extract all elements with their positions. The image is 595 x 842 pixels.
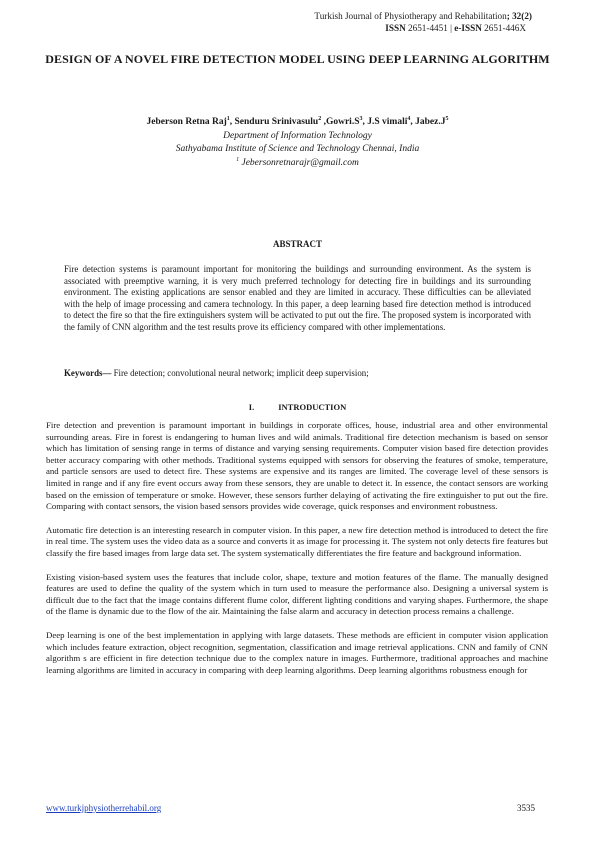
author-separator: , — [229, 117, 235, 127]
journal-website-link[interactable]: www.turkjphysiotherrehabil.org — [46, 803, 162, 813]
page-number: 3535 — [517, 803, 535, 813]
section-title: INTRODUCTION — [278, 402, 347, 412]
email-mark: 1 — [236, 156, 240, 163]
author-affiliation-mark: 1 — [226, 115, 230, 122]
keywords-label: Keywords— — [64, 368, 112, 378]
keywords-text: Fire detection; convolutional neural network; implicit deep supervision; — [111, 368, 369, 378]
paper-title: DESIGN OF A NOVEL FIRE DETECTION MODEL USING DEEP LEARNING ALGORITHM — [45, 52, 550, 66]
author-separator: , — [362, 117, 368, 127]
author-affiliation-mark: 5 — [445, 115, 449, 122]
keywords-line — [64, 368, 531, 378]
author-affiliation-mark: 3 — [359, 115, 363, 122]
eissn-value: 2651-446X — [481, 23, 526, 33]
author-separator: , — [321, 117, 326, 127]
abstract-heading: ABSTRACT — [272, 239, 322, 249]
author-email: Jebersonretnarajr@gmail.com — [239, 157, 359, 168]
institute: Sathyabama Institute of Science and Technology Chennai, India — [175, 144, 420, 154]
journal-volume: ; 32(2) — [506, 11, 532, 21]
running-head — [314, 10, 532, 34]
body-paragraph: Existing vision-based system uses the features that include color, shape, texture and motion features of the flame. The manually designed features are used to define the quality of the system which in turn used to measure the performance also. Designing a universal system is difficult due to the fact that the image contains different flume color, different lighting conditions and varying shapes. Furthermore, the shape of the flame is dynamic due to the flow of the air. Maintaining the false alarm and accuracy in detection process remains a challenge. — [46, 571, 548, 617]
author-list — [40, 116, 555, 130]
eissn-label: e-ISSN — [454, 23, 482, 33]
department: Department of Information Technology — [223, 130, 372, 141]
author-name: Gowri.S — [325, 117, 360, 127]
author-name: Jabez.J — [415, 117, 446, 127]
author-email-line — [40, 157, 555, 171]
author-name: J.S vimali — [367, 117, 408, 127]
body-paragraph: Deep learning is one of the best implementation in applying with large datasets. These methods are efficient in computer vision application which includes feature extraction, object recognition, segmentation, classification and image retrieval applications. CNN and family of CNN algorithm s are efficient in fire detection technique due to the complex nature in images. Furthermore, traditional approaches and machine learning algorithms are limited in accuracy in comparing with deep learning algorithms. Deep learning algorithms robustness enough for — [46, 629, 548, 675]
introduction-body — [46, 420, 548, 688]
author-separator: , — [410, 117, 416, 127]
author-name: Jeberson Retna Raj — [146, 117, 227, 127]
issn-line — [314, 22, 532, 34]
section-number: I. — [248, 402, 255, 412]
body-paragraph: Automatic fire detection is an interesting research in computer vision. In this paper, a new fire detection method is introduced to detect the fire in real time. The system uses the video data as a source and converts it as image for processing it. The system not only detects fire features but classify the fire based images from large data set. The system systematically differentiates the fire feature and background information. — [46, 524, 548, 558]
issn-label: ISSN — [385, 23, 406, 33]
body-paragraph: Fire detection and prevention is paramount important in buildings in corporate offices, house, industrial area and other environmental surrounding areas. Fire in forest is endangering to human lives and wild animals. Traditional fire detection mechanism is based on sensor which has limitation of sensing range in terms of distance and varying sensing requirements. Computer vision based fire detection provides better accuracy comparing with other methods. Traditional systems equipped with sensors for observing the features of smoke, temperature, and particle sensors are used to detect fire. These systems are expensive and its ranges are limited. The coverage level of these sensors is limited in range and if any fire event occurs away from these sensors, they are unable to detect it. In essence, the contact sensors are working based on the emission of temperature or smoke. However, these sensors further delaying of activating the fire extinguisher to put out the fire. Comparing with contact sensors, the vision based sensors provides wide coverage, quick responses and environment robustness. — [46, 420, 548, 512]
journal-line — [314, 10, 532, 22]
section-heading — [40, 402, 555, 412]
abstract-text: Fire detection systems is paramount important for monitoring the buildings and surrounding environment. As the system is associated with preemptive warning, it is very much preferred technology for detecting fire in buildings and its surrounding environment. The existing applications are sensor enabled and they are limited in accuracy. These difficulties can be alleviated with the help of image processing and camera technology. In this paper, a deep learning based fire detection method is introduced to detect the fire so that the fire extinguishers system will be activated to put out the fire. The proposed system is incorporated with the family of CNN algorithm and the test results prove its efficiency compared with other implementations. — [64, 264, 531, 332]
journal-name: Turkish Journal of Physiotherapy and Rehabilitation — [314, 11, 507, 21]
issn-value: 2651-4451 | — [405, 23, 455, 33]
author-affiliation-mark: 2 — [318, 115, 322, 122]
author-affiliation-mark: 4 — [407, 115, 411, 122]
author-name: Senduru Srinivasulu — [234, 117, 319, 127]
author-block — [40, 116, 555, 170]
